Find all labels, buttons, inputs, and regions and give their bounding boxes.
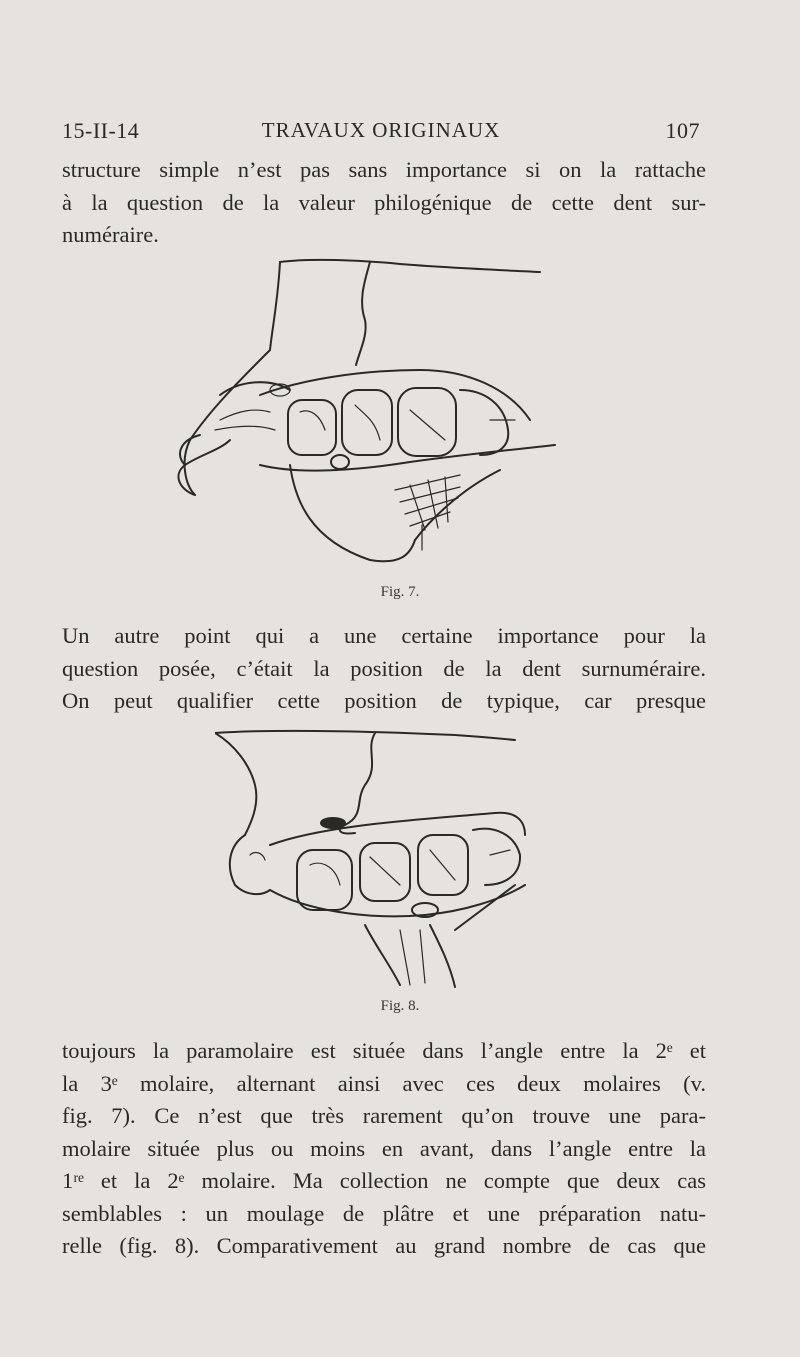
text-line: molaire située plus ou moins en avant, dans l’angle entre la (62, 1135, 706, 1161)
figure-7-caption: Fig. 7. (380, 584, 420, 600)
figure-8-caption: Fig. 8. (380, 998, 420, 1014)
text-line: numéraire. (62, 222, 159, 247)
text-line: à la question de la valeur philogénique de cette dent sur- (62, 189, 706, 215)
paragraph-2 (62, 620, 706, 718)
figure-7-illustration (160, 240, 580, 580)
paragraph-1 (62, 154, 706, 252)
header-section-title: TRAVAUX ORIGINAUX (261, 118, 501, 142)
text-line: 1ʳᵉ et la 2ᵉ molaire. Ma collection ne compte que deux cas (62, 1168, 706, 1193)
text-line: relle (fig. 8). Comparativement au grand nombre de cas que (62, 1233, 706, 1258)
figure-8-illustration (215, 725, 545, 995)
text-line: semblables : un moulage de plâtre et une préparation natu- (62, 1200, 706, 1226)
paragraph-3 (62, 1035, 706, 1263)
text-line: la 3ᵉ molaire, alternant ainsi avec ces deux molaires (v. (62, 1070, 706, 1096)
text-line: question posée, c’était la position de la dent surnuméraire. (62, 655, 706, 681)
text-line: structure simple n’est pas sans importance si on la rattache (62, 157, 706, 182)
page-number: 107 (665, 118, 700, 143)
text-line: fig. 7). Ce n’est que très rarement qu’on trouve une para- (62, 1103, 706, 1128)
text-line: Un autre point qui a une certaine importance pour la (62, 623, 706, 648)
text-line: On peut qualifier cette position de typique, car presque (62, 688, 706, 713)
header-date: 15-II-14 (62, 118, 140, 143)
running-header (62, 118, 700, 148)
text-line: toujours la paramolaire est située dans l’angle entre la 2ᵉ et (62, 1038, 706, 1063)
